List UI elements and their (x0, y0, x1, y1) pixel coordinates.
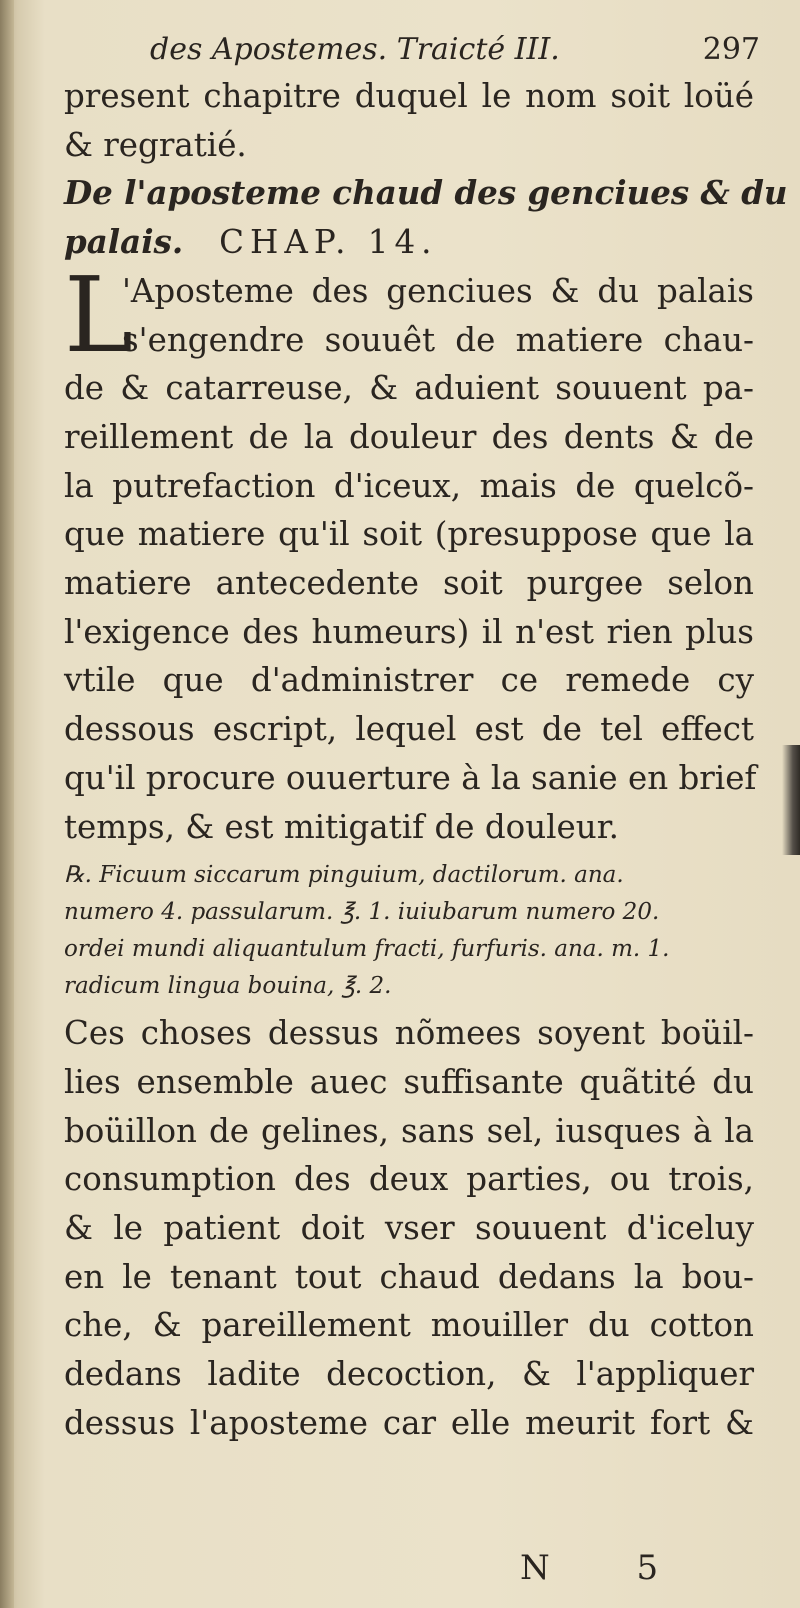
chapter-label: CHAP. 14. (219, 223, 438, 262)
text-line: temps, & est mitigatif de douleur. (64, 807, 620, 846)
text-line: que matiere qu'il soit (presuppose que la (64, 515, 754, 554)
page-edge-shadow (782, 745, 800, 855)
text-line: vtile que d'administrer ce remede cy (64, 661, 754, 700)
text-line: consumption des deux parties, ou trois, (64, 1160, 754, 1199)
text-line: s'engendre souuêt de matiere chau- (122, 320, 754, 359)
chapter-heading-line: De l'aposteme chaud des genciues & du (64, 173, 788, 213)
text-line: lies ensemble auec suffisante quãtité du (64, 1062, 754, 1101)
text-line: en le tenant tout chaud dedans la bou- (64, 1257, 754, 1296)
text-line: dessus l'aposteme car elle meurit fort & (64, 1403, 754, 1442)
text-block (64, 72, 788, 1448)
text-line: boüillon de gelines, sans sel, iusques à la (64, 1111, 754, 1150)
text-line: & regratié. (64, 125, 247, 164)
text-line: present chapitre duquel le nom soit loüé (64, 77, 754, 115)
running-head (150, 32, 760, 67)
signature-mark: N 5 (520, 1548, 697, 1588)
text-line: la putrefaction d'iceux, mais de quelcõ- (64, 466, 754, 505)
recipe-line: ordei mundi aliquantulum fracti, furfuris. ana. m. 1. (64, 936, 670, 963)
recipe-line: radicum lingua bouina, ℥. 2. (64, 973, 392, 1000)
text-line: Ces choses dessus nõmees soyent boüil- (64, 1014, 754, 1053)
page-number: 297 (702, 32, 760, 67)
text-line: reillement de la douleur des dents & de (64, 417, 754, 456)
chapter-heading-text: palais. (64, 222, 184, 262)
drop-cap: L (64, 253, 134, 376)
text-line: & le patient doit vser souuent d'iceluy (64, 1209, 754, 1248)
paragraph-with-dropcap (64, 253, 757, 851)
chapter-heading-line (64, 218, 754, 267)
recipe-line: ℞. Ficuum siccarum pinguium, dactilorum. ana. (64, 862, 624, 889)
binding-gutter (0, 0, 14, 1608)
text-line: de & catarreuse, & aduient souuent pa- (64, 369, 754, 408)
text-line: che, & pareillement mouiller du cotton (64, 1306, 754, 1345)
text-line: matiere antecedente soit purgee selon (64, 564, 754, 603)
text-line: l'exigence des humeurs) il n'est rien plus (64, 612, 754, 651)
recipe-line: numero 4. passularum. ℥. 1. iuiubarum numero 20. (64, 899, 660, 926)
text-line: dedans ladite decoction, & l'appliquer (64, 1355, 754, 1394)
text-line: dessous escript, lequel est de tel effect (64, 710, 754, 749)
text-line: 'Aposteme des genciues & du palais (122, 271, 754, 310)
running-head-title: des Apostemes. Traicté III. (150, 32, 560, 67)
recipe-block (64, 857, 754, 1005)
text-line: qu'il procure ouuerture à la sanie en brief (64, 758, 757, 797)
